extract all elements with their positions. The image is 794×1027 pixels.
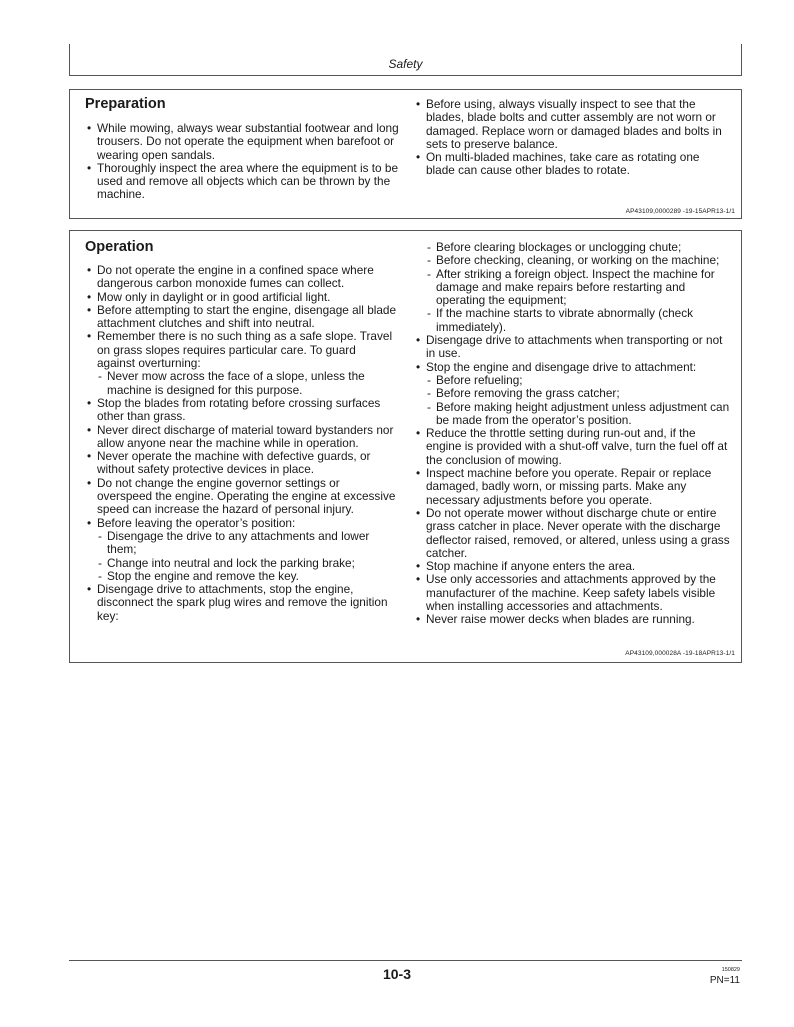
preparation-reference: AP43109,0000289 -19-15APR13-1/1 bbox=[625, 208, 735, 215]
operation-reference: AP43109,000028A -19-18APR13-1/1 bbox=[625, 650, 735, 657]
sub-item: - Before removing the grass catcher; bbox=[416, 387, 732, 400]
page-header bbox=[69, 44, 742, 76]
operation-left-list bbox=[87, 264, 397, 623]
sub-item: - Before refueling; bbox=[416, 374, 732, 387]
bullet-item: • Do not operate mower without discharge chute or entire grass catcher in place. Never operate with the discharge deflector raised, removed, or altered, unless using a grass catcher. bbox=[416, 507, 732, 560]
bullet-item: • Disengage drive to attachments when transporting or not in use. bbox=[416, 334, 732, 361]
bullet-item: • Use only accessories and attachments approved by the manufacturer of the machine. Keep safety labels visible when installing accessories and attachments. bbox=[416, 573, 732, 613]
operation-title: Operation bbox=[85, 239, 154, 255]
sub-item: - Change into neutral and lock the parking brake; bbox=[87, 557, 397, 570]
preparation-right-list bbox=[416, 98, 731, 178]
bullet-item: • Stop machine if anyone enters the area. bbox=[416, 560, 732, 573]
bullet-item: • Before using, always visually inspect to see that the blades, blade bolts and cutter assembly are not worn or damaged. Replace worn or damaged blades and bolts in sets to preserve balance. bbox=[416, 98, 731, 151]
sub-item: - Stop the engine and remove the key. bbox=[87, 570, 397, 583]
bullet-item: • Never raise mower decks when blades are running. bbox=[416, 613, 732, 626]
bullet-item: • Do not operate the engine in a confined space where dangerous carbon monoxide fumes can collect. bbox=[87, 264, 397, 291]
bullet-item: • Thoroughly inspect the area where the equipment is to be used and remove all objects which can be thrown by the machine. bbox=[87, 162, 399, 202]
operation-right-column bbox=[416, 241, 732, 627]
bullet-item: • Reduce the throttle setting during run-out and, if the engine is provided with a shut-off valve, turn the fuel off at the conclusion of mowing. bbox=[416, 427, 732, 467]
bullet-item: • Never direct discharge of material toward bystanders nor allow anyone near the machine while in operation. bbox=[87, 424, 397, 451]
bullet-item: • Before attempting to start the engine, disengage all blade attachment clutches and shift into neutral. bbox=[87, 304, 397, 331]
bullet-item: • Do not change the engine governor settings or overspeed the engine. Operating the engine at excessive speed can increase the hazard of personal injury. bbox=[87, 477, 397, 517]
bullet-item: • Remember there is no such thing as a safe slope. Travel on grass slopes requires particular care. To guard against overturning: bbox=[87, 330, 397, 370]
document-code: 150829 bbox=[721, 967, 740, 973]
bullet-item: • Inspect machine before you operate. Repair or replace damaged, badly worn, or missing parts. Make any necessary adjustments before you operate. bbox=[416, 467, 732, 507]
bullet-item: • On multi-bladed machines, take care as rotating one blade can cause other blades to rotate. bbox=[416, 151, 731, 178]
preparation-right-column bbox=[416, 98, 731, 178]
bullet-item: • While mowing, always wear substantial footwear and long trousers. Do not operate the equipment when barefoot or wearing open sandals. bbox=[87, 122, 399, 162]
pn-label: PN=11 bbox=[709, 975, 740, 986]
preparation-left-column bbox=[87, 122, 399, 202]
sub-item: - After striking a foreign object. Inspect the machine for damage and make repairs before restarting and operating the equipment; bbox=[416, 268, 732, 308]
operation-right-list bbox=[416, 241, 732, 627]
bullet-item: • Stop the blades from rotating before crossing surfaces other than grass. bbox=[87, 397, 397, 424]
footer-rule bbox=[69, 960, 742, 961]
bullet-item: • Before leaving the operator’s position: bbox=[87, 517, 397, 530]
operation-left-column bbox=[87, 264, 397, 623]
sub-item: - If the machine starts to vibrate abnormally (check immediately). bbox=[416, 307, 732, 334]
sub-item: - Before making height adjustment unless adjustment can be made from the operator’s position. bbox=[416, 401, 732, 428]
bullet-item: • Disengage drive to attachments, stop the engine, disconnect the spark plug wires and remove the ignition key: bbox=[87, 583, 397, 623]
page-number: 10-3 bbox=[382, 966, 412, 982]
bullet-item: • Never operate the machine with defective guards, or without safety protective devices in place. bbox=[87, 450, 397, 477]
preparation-left-list bbox=[87, 122, 399, 202]
header-title: Safety bbox=[388, 57, 423, 71]
sub-item: - Never mow across the face of a slope, unless the machine is designed for this purpose. bbox=[87, 370, 397, 397]
sub-item: - Disengage the drive to any attachments and lower them; bbox=[87, 530, 397, 557]
preparation-section bbox=[69, 89, 742, 219]
operation-section bbox=[69, 230, 742, 663]
bullet-item: • Stop the engine and disengage drive to attachment: bbox=[416, 361, 732, 374]
sub-item: - Before checking, cleaning, or working on the machine; bbox=[416, 254, 732, 267]
sub-item: - Before clearing blockages or unclogging chute; bbox=[416, 241, 732, 254]
preparation-title: Preparation bbox=[85, 96, 166, 112]
bullet-item: • Mow only in daylight or in good artificial light. bbox=[87, 291, 397, 304]
